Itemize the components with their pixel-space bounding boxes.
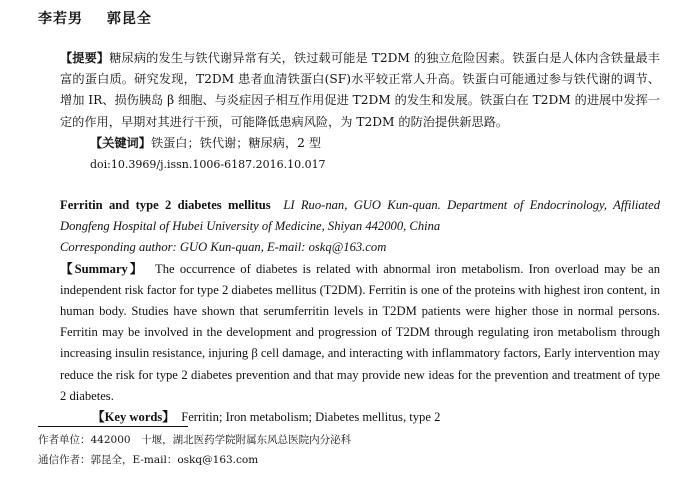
author-name: 李若男 [38,11,83,27]
en-corresponding: Corresponding author: GUO Kun-quan, E-mail: oskq@163.com [60,240,387,255]
footnote-divider [38,426,188,427]
cn-keywords-text: 铁蛋白；铁代谢；糖尿病，2 型 [150,135,322,150]
en-authors-affiliation: LI Ruo-nan, GUO Kun-quan. Department of Endocrinology, Affiliated Dongfeng Hospital of Hubei University of Medicine, Shiyan 442000, China [60,198,661,234]
cn-keywords [90,133,660,154]
author-list [38,8,170,28]
cn-summary-text: 糖尿病的发生与铁代谢异常有关，铁过载可能是 T2DM 的独立危险因素。铁蛋白是人体内含铁量最丰富的蛋白质。研究发现，T2DM 患者血清铁蛋白(SF)水平较正常人升高。铁蛋白可能通过参与铁代谢的调节、增加 IR、损伤胰岛 β 细胞、与炎症因子相互作用促进 T2DM 的发生和发展。铁蛋白在 T2DM 的进展中发挥一定的作用，早期对其进行干预，可能降低患病风险，为 T2DM 的防治提供新思路。 [60,51,660,129]
cn-summary-label: 【提要】 [60,51,110,65]
en-keywords-label: 【Key words】 [92,410,175,425]
doi: doi:10.3969/j.issn.1006-6187.2016.10.017 [90,158,326,172]
footnote-affiliation: 作者单位：442000 十堰，湖北医药学院附属东风总医院内分泌科 [38,434,352,446]
footnote-correspondence: 通信作者：郭昆全，E-mail：oskq@163.com [38,454,259,466]
en-header [60,195,660,237]
en-summary [60,259,660,407]
cn-summary [60,48,660,133]
cn-keywords-label: 【关键词】 [90,135,151,150]
chinese-abstract [60,48,660,175]
english-abstract [60,195,660,428]
en-keywords-text: Ferritin; Iron metabolism; Diabetes mellitus, type 2 [181,410,441,425]
en-summary-text: The occurrence of diabetes is related with abnormal iron metabolism. Iron overload may be an independent risk factor for type 2 diabetes mellitus (T2DM). Ferritin is one of the proteins with highest iron content, in human body. Studies have shown that serumferritin levels in T2DM patients were higher those in normal persons. Ferritin may be involved in the development and progression of T2DM through regulating iron metabolism through increasing insulin resistance, injuring β cell damage, and interacting with inflammatory factors, Early intervention may reduce the risk for type 2 diabetes prevention and that may provide new ideas for the prevention and treatment of type 2 diabetes. [60,261,661,403]
author-name: 郭昆全 [106,11,152,27]
en-summary-label: 【Summary】 [60,261,145,276]
en-title: Ferritin and type 2 diabetes mellitus [60,198,271,212]
